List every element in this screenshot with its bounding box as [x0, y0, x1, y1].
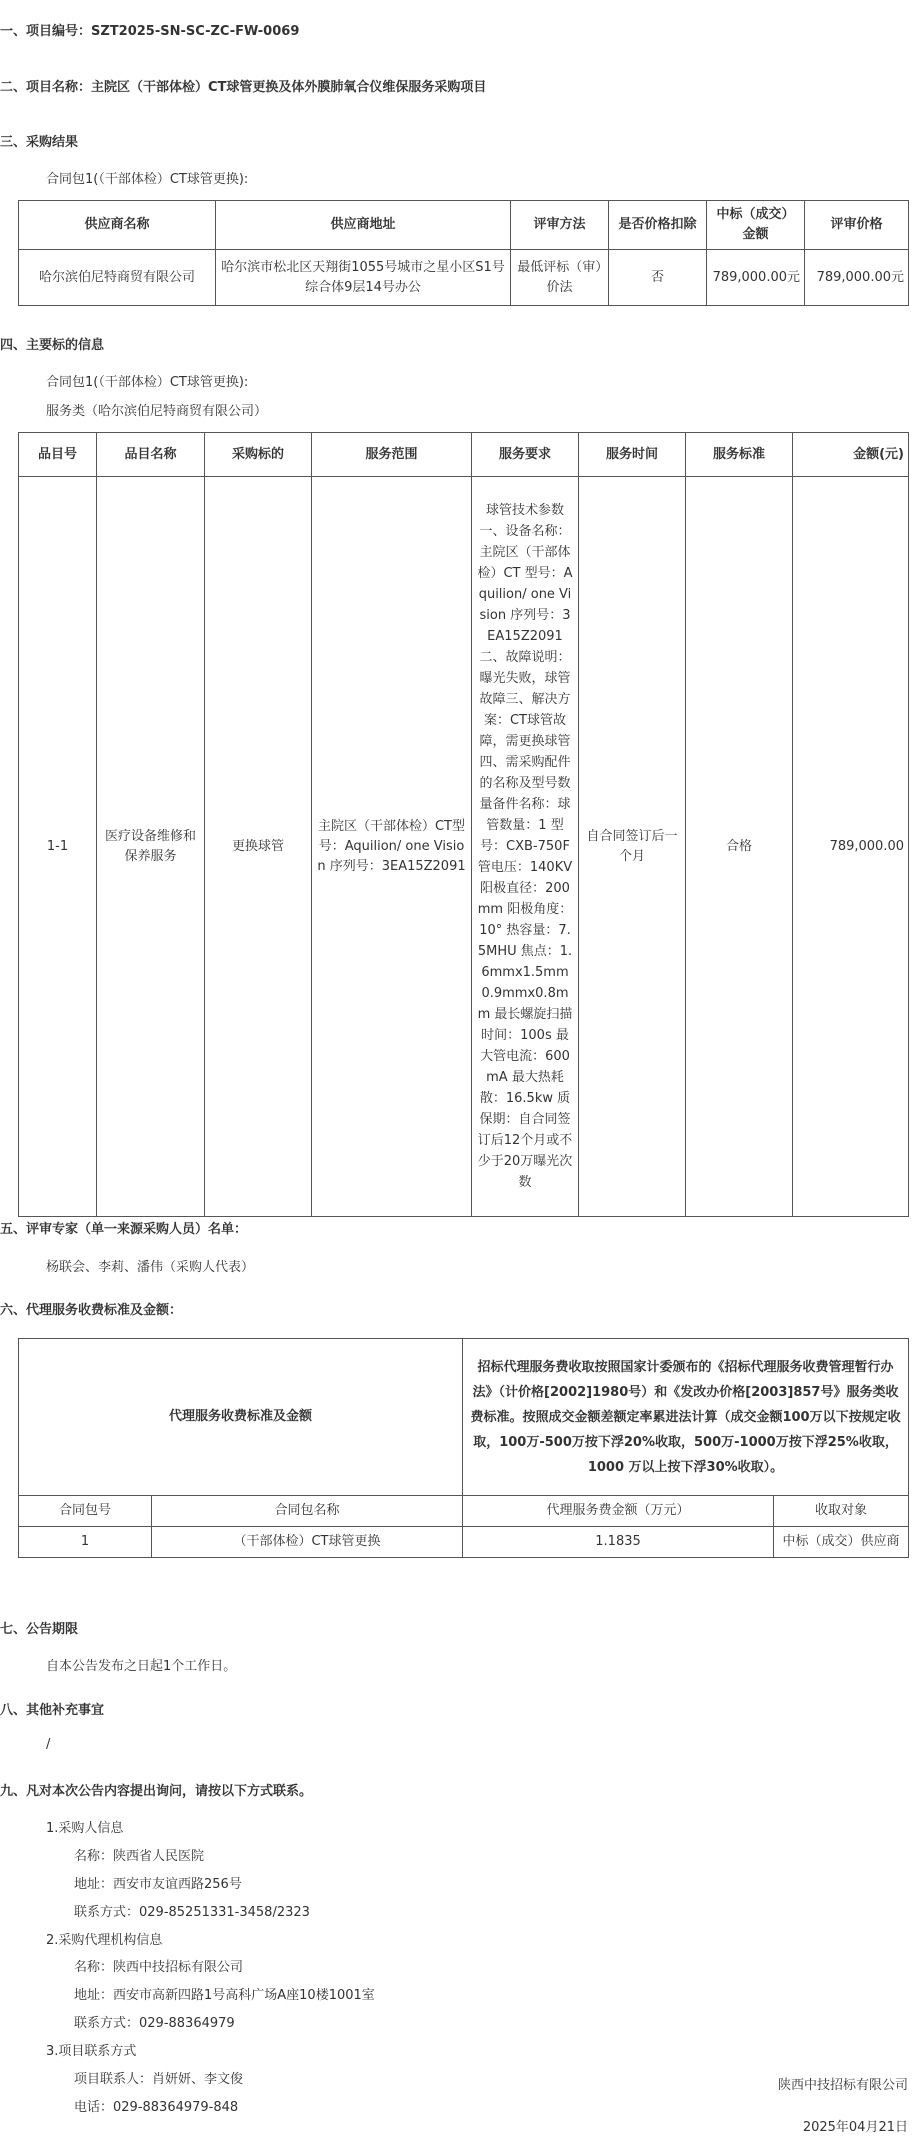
result-header: 供应商地址: [216, 201, 511, 250]
contact-project-title: 3.项目联系方式: [46, 2044, 137, 2059]
item-header: 服务要求: [472, 433, 579, 477]
fee-standard-label: 代理服务收费标准及金额: [19, 1339, 463, 1496]
fee-header: 合同包名称: [152, 1496, 463, 1527]
contact-project-phone: 电话：029-88364979-848: [74, 2100, 239, 2115]
section-reviewers: 五、评审专家（单一来源采购人员）名单：: [0, 1222, 248, 1237]
footer-date: 2025年04月21日: [802, 2120, 908, 2135]
item-cell: 医疗设备维修和保养服务: [97, 477, 205, 1217]
contact-agency-title: 2.采购代理机构信息: [46, 1933, 163, 1948]
item-cell: 789,000.00: [793, 477, 909, 1217]
section-announcement-period: 七、公告期限: [0, 1622, 79, 1637]
item-header: 品目名称: [97, 433, 205, 477]
project-name: [0, 76, 486, 95]
contact-agency-phone: 联系方式：029-88364979: [74, 2016, 235, 2031]
result-cell: 否: [609, 250, 707, 306]
fee-cell: 中标（成交）供应商: [774, 1527, 909, 1558]
fee-header: 合同包号: [19, 1496, 152, 1527]
project-number-value: SZT2025-SN-SC-ZC-FW-0069: [91, 24, 300, 39]
announcement-period-text: 自本公告发布之日起1个工作日。: [46, 1659, 237, 1674]
result-header: 中标（成交）金额: [707, 201, 805, 250]
project-name-label: 二、项目名称：: [0, 80, 92, 95]
item-table: [18, 432, 909, 1217]
section-main-items: 四、主要标的信息: [0, 338, 105, 353]
item-cell: 主院区（干部体检）CT型号：Aquilion/ one Vision 序列号：3EA15Z2091: [312, 477, 472, 1217]
item-cell: 更换球管: [205, 477, 312, 1217]
footer-org: 陕西中技招标有限公司: [777, 2078, 908, 2093]
result-cell: 哈尔滨市松北区天翔街1055号城市之星小区S1号综合体9层14号办公: [216, 250, 511, 306]
contact-project-person: 项目联系人：肖妍妍、李文俊: [74, 2072, 244, 2087]
item-header: 服务范围: [312, 433, 472, 477]
result-package-label: 合同包1(（干部体检）CT球管更换):: [46, 172, 249, 187]
fee-table: [18, 1338, 909, 1558]
section-agency-fee: 六、代理服务收费标准及金额：: [0, 1303, 183, 1318]
item-header: 金额(元): [793, 433, 909, 477]
item-cell: 合格: [686, 477, 793, 1217]
contact-purchaser-name: 名称：陕西省人民医院: [74, 1849, 205, 1864]
section-contact: 九、凡对本次公告内容提出询问，请按以下方式联系。: [0, 1784, 313, 1799]
result-header: 供应商名称: [19, 201, 216, 250]
other-matters-text: /: [46, 1737, 51, 1752]
contact-purchaser-address: 地址：西安市友谊西路256号: [74, 1877, 242, 1892]
item-cell: 自合同签订后一个月: [579, 477, 686, 1217]
result-cell: 最低评标（审）价法: [511, 250, 609, 306]
contact-purchaser-phone: 联系方式：029-85251331-3458/2323: [74, 1905, 310, 1920]
section-other-matters: 八、其他补充事宜: [0, 1703, 105, 1718]
project-number: [0, 20, 299, 39]
fee-cell: （干部体检）CT球管更换: [152, 1527, 463, 1558]
fee-standard-desc: 招标代理服务费收取按照国家计委颁布的《招标代理服务收费管理暂行办法》（计价格[2002]1980号）和《发改办价格[2003]857号》服务类收费标准。按照成交金额差额定率累进法计算（成交金额100万以下按规定收取，100万-500万按下浮20%收取，500万-1000万按下浮25%收取，1000 万以上按下浮30%收取）。: [463, 1339, 909, 1496]
result-header: 是否价格扣除: [609, 201, 707, 250]
result-cell: 哈尔滨伯尼特商贸有限公司: [19, 250, 216, 306]
item-cell-requirements: 球管技术参数一、设备名称：主院区（干部体检）CT 型号：Aquilion/ one Vision 序列号：3EA15Z2091 二、故障说明：曝光失败，球管故障三、解决方案：CT球管故障，需更换球管四、需采购配件的名称及型号数量备件名称：球管数量：1 型号：CXB-750F 管电压：140KV 阳极直径：200mm 阳极角度：10° 热容量：7.5MHU 焦点：1.6mmx1.5mm 0.9mmx0.8mm 最长螺旋扫描时间：100s 最大管电流：600mA 最大热耗散：16.5kw 质保期：自合同签订后12个月或不少于20万曝光次数: [472, 477, 579, 1217]
fee-cell: 1.1835: [463, 1527, 774, 1558]
section-procurement-result: 三、采购结果: [0, 135, 79, 150]
result-header: 评审方法: [511, 201, 609, 250]
reviewer-names: 杨联会、李莉、潘伟（采购人代表）: [46, 1260, 255, 1275]
result-cell: 789,000.00元: [707, 250, 805, 306]
item-header: 服务时间: [579, 433, 686, 477]
fee-cell: 1: [19, 1527, 152, 1558]
item-header: 品目号: [19, 433, 97, 477]
result-table: [18, 200, 909, 306]
item-package-label: 合同包1(（干部体检）CT球管更换):: [46, 375, 249, 390]
fee-header: 代理服务费金额（万元）: [463, 1496, 774, 1527]
project-number-label: 一、项目编号：: [0, 24, 92, 39]
item-header: 服务标准: [686, 433, 793, 477]
result-cell: 789,000.00元: [805, 250, 909, 306]
item-header: 采购标的: [205, 433, 312, 477]
result-header: 评审价格: [805, 201, 909, 250]
project-name-value: 主院区（干部体检）CT球管更换及体外膜肺氧合仪维保服务采购项目: [91, 80, 487, 95]
contact-purchaser-title: 1.采购人信息: [46, 1821, 124, 1836]
item-category-label: 服务类（哈尔滨伯尼特商贸有限公司）: [46, 404, 268, 419]
item-cell: 1-1: [19, 477, 97, 1217]
contact-agency-address: 地址：西安市高新四路1号高科广场A座10楼1001室: [74, 1988, 375, 2003]
contact-agency-name: 名称：陕西中技招标有限公司: [74, 1960, 244, 1975]
fee-header: 收取对象: [774, 1496, 909, 1527]
